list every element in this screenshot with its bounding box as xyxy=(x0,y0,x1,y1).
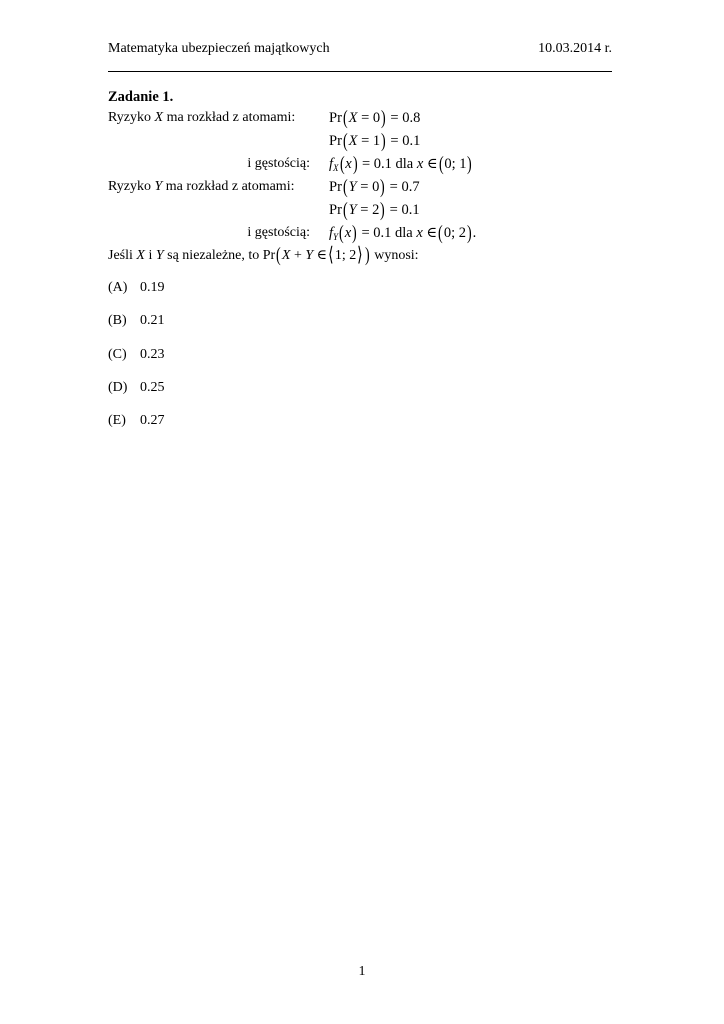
answer-option xyxy=(108,311,165,344)
answer-option xyxy=(108,411,165,444)
answer-value: 0.27 xyxy=(140,413,165,429)
answer-list xyxy=(108,278,165,444)
answer-letter: (C) xyxy=(108,346,127,362)
answer-value: 0.23 xyxy=(140,346,165,362)
risk-y-density-formula: $f_Y(x) = 0.1$ dla x ∈(0; 2). xyxy=(329,222,477,244)
answer-value: 0.19 xyxy=(140,280,165,295)
risk-y-density-label: i gęstością: xyxy=(247,225,310,240)
risk-x-density-row xyxy=(108,154,628,177)
risk-y-atom-row-1 xyxy=(108,177,628,200)
task-title: Zadanie 1. xyxy=(108,89,174,105)
risk-y-atom-2-formula: Pr(Y = 2) = 0.1 xyxy=(329,199,420,221)
risk-x-density-label: i gęstością: xyxy=(247,156,310,171)
risk-x-atom-row-2 xyxy=(108,131,628,154)
header-divider xyxy=(108,71,612,72)
answer-letter: (D) xyxy=(108,379,128,395)
answer-value: 0.21 xyxy=(140,313,165,329)
header-date: 10.03.2014 r. xyxy=(538,41,612,56)
task-block xyxy=(108,88,628,272)
task-question: Jeśli X i Y są niezależne, to Pr(X + Y ∈⟨1; 2⟩ ) wynosi: xyxy=(108,244,419,266)
risk-y-atom-row-2 xyxy=(108,200,628,223)
risk-y-atom-1-formula: Pr(Y = 0) = 0.7 xyxy=(329,176,420,198)
answer-letter: (E) xyxy=(108,413,126,429)
answer-letter: (A) xyxy=(108,280,128,295)
risk-y-density-row xyxy=(108,223,628,246)
header-title: Matematyka ubezpieczeń majątkowych xyxy=(108,41,330,56)
answer-value: 0.25 xyxy=(140,379,165,395)
answer-option xyxy=(108,278,165,311)
page-number: 1 xyxy=(358,964,366,979)
answer-option xyxy=(108,378,165,411)
risk-x-label: Ryzyko X ma rozkład z atomami: xyxy=(108,110,296,125)
answer-letter: (B) xyxy=(108,313,127,329)
risk-x-density-formula: $f_X(x) = 0.1$ dla x ∈(0; 1) xyxy=(329,153,473,175)
risk-y-label: Ryzyko Y ma rozkład z atomami: xyxy=(108,179,295,194)
risk-x-atom-row-1 xyxy=(108,108,628,131)
answer-option xyxy=(108,345,165,378)
risk-x-atom-1-formula: Pr(X = 0) = 0.8 xyxy=(329,107,421,129)
risk-x-atom-2-formula: Pr(X = 1) = 0.1 xyxy=(329,130,421,152)
page-header xyxy=(108,41,612,63)
